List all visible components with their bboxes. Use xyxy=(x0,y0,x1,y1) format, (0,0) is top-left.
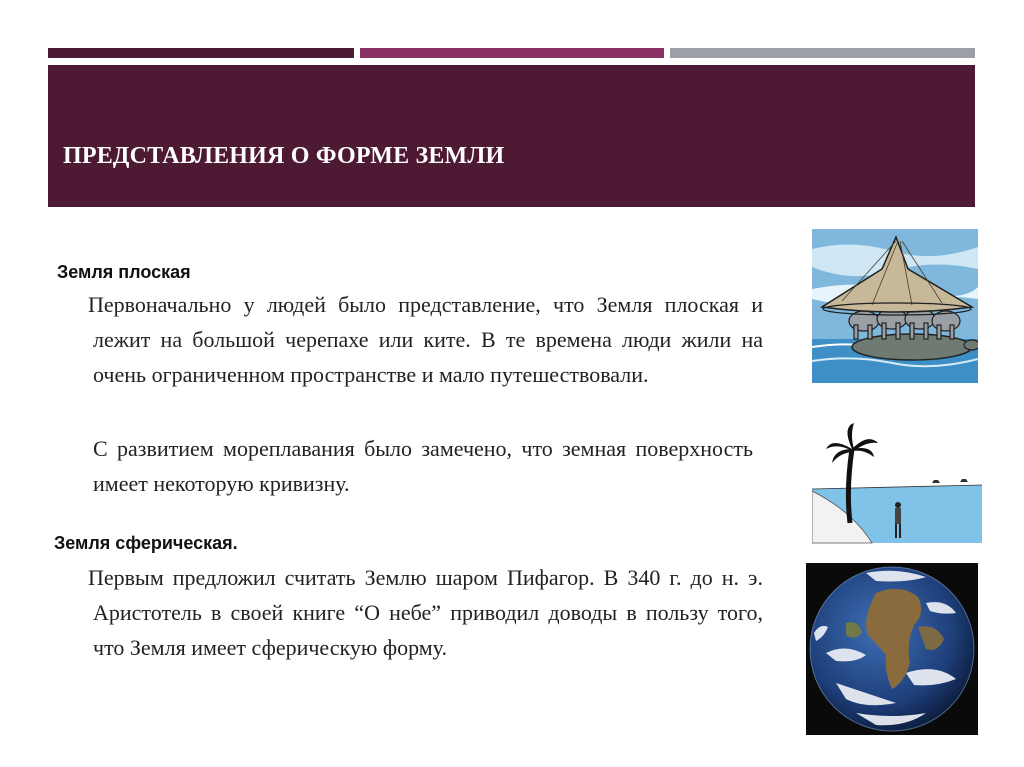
accent-bar-gray xyxy=(670,48,975,58)
paragraph-flat-earth: Первоначально у людей было представление, что Земля плоская и лежит на большой черепахе или ките. В те времена люди жили на очень ограниченном пространстве и мало путешествовали. xyxy=(88,292,763,387)
paragraph-spherical-earth: Первым предложил считать Землю шаром Пифагор. В 340 г. до н. э. Аристотель в своей книге “О небе” приводил доводы в пользу того, что Земля имеет сферическую форму. xyxy=(88,565,763,660)
section-heading-spherical: Земля сферическая. xyxy=(54,533,238,553)
title-banner xyxy=(48,65,975,207)
seashore-illustration xyxy=(812,419,982,549)
accent-bar-mid xyxy=(360,48,664,58)
section-heading-flat: Земля плоская xyxy=(57,262,191,282)
flat-earth-illustration xyxy=(812,229,978,383)
slide-title: ПРЕДСТАВЛЕНИЯ О ФОРМЕ ЗЕМЛИ xyxy=(63,143,505,169)
earth-globe-photo xyxy=(806,563,978,735)
accent-bar-dark xyxy=(48,48,354,58)
paragraph-curvature: С развитием мореплавания было замечено, что земная поверхность имеет некоторую кривизну. xyxy=(93,436,753,496)
